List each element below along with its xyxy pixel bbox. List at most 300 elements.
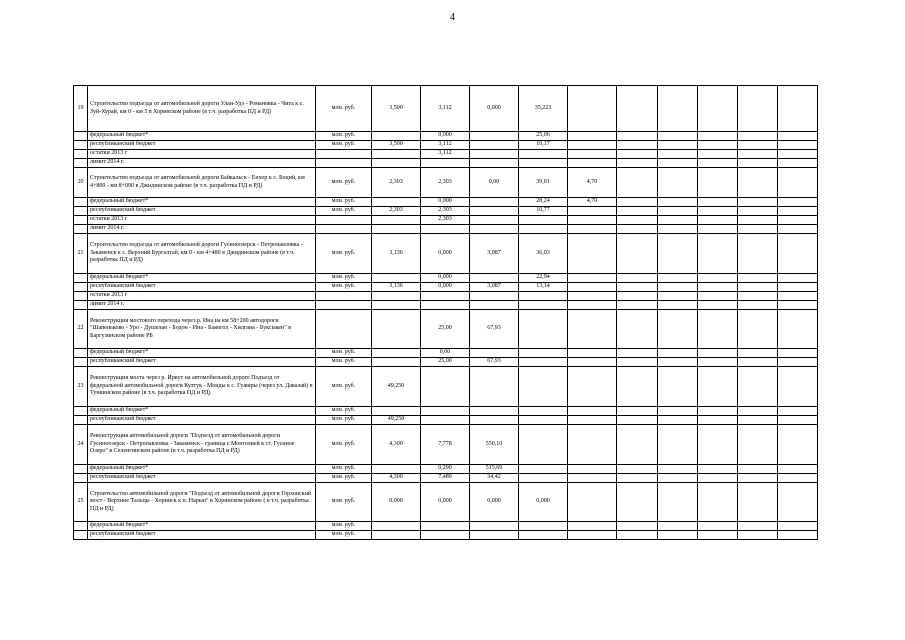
row-number-cell [74,407,88,416]
value-cell [519,465,568,474]
value-cell [421,531,470,540]
value-cell [698,292,738,301]
value-cell [568,465,617,474]
value-cell [617,150,658,159]
value-cell [617,301,658,310]
description-cell: лимит 2014 г. [88,301,316,310]
value-cell [519,367,568,407]
value-cell [470,207,519,216]
unit-cell [316,310,372,349]
description-cell: республиканский бюджет [88,474,316,483]
value-cell [470,132,519,141]
value-cell [372,522,421,531]
value-cell [738,141,778,150]
description-cell: республиканский бюджет [88,141,316,150]
value-cell [698,234,738,274]
table-row [74,522,818,531]
value-cell: 2,303 [372,207,421,216]
value-cell: 34,42 [470,474,519,483]
unit-cell [316,292,372,301]
value-cell [519,531,568,540]
value-cell [568,216,617,225]
value-cell [568,86,617,132]
unit-cell: млн. руб. [316,531,372,540]
value-cell [372,292,421,301]
value-cell [568,367,617,407]
value-cell [778,150,818,159]
value-cell [372,358,421,367]
value-cell [568,132,617,141]
value-cell [778,522,818,531]
table-row [74,150,818,159]
description-cell: Реконструкция автомобильной дороги "Подъезд от автомобильной дороги Гусиноозерск - Петропавловка - Закаменск - граница с Монголией к ст. Гусиное Озеро" в Селенгинском районе (в т.ч. разработка ПД и РД) [88,425,316,465]
value-cell [698,349,738,358]
unit-cell: млн. руб. [316,141,372,150]
table-row [74,310,818,349]
unit-cell: млн. руб. [316,416,372,425]
value-cell: 4,70 [568,168,617,198]
value-cell: 10,77 [519,207,568,216]
value-cell [568,425,617,465]
value-cell [568,522,617,531]
value-cell [738,416,778,425]
value-cell: 0,000 [470,483,519,522]
description-cell: лимит 2014 г. [88,159,316,168]
value-cell [778,416,818,425]
value-cell: 0,00 [470,168,519,198]
value-cell [470,522,519,531]
table-row [74,292,818,301]
value-cell [470,225,519,234]
row-number-cell [74,132,88,141]
value-cell [470,198,519,207]
value-cell [617,86,658,132]
unit-cell: млн. руб. [316,168,372,198]
row-number-cell: 24 [74,425,88,465]
value-cell [698,483,738,522]
value-cell: 0,000 [421,198,470,207]
table-row [74,159,818,168]
unit-cell: млн. руб. [316,283,372,292]
value-cell: 7,489 [421,474,470,483]
unit-cell: млн. руб. [316,474,372,483]
value-cell [658,216,698,225]
table-row [74,198,818,207]
value-cell [421,407,470,416]
value-cell: 28,24 [519,198,568,207]
value-cell [658,522,698,531]
value-cell [738,86,778,132]
value-cell: 4,300 [372,474,421,483]
description-cell: республиканский бюджет [88,531,316,540]
value-cell [519,349,568,358]
value-cell [658,483,698,522]
value-cell [617,367,658,407]
value-cell [738,465,778,474]
value-cell [698,522,738,531]
value-cell [658,150,698,159]
value-cell: 25,00 [421,310,470,349]
value-cell [617,407,658,416]
unit-cell: млн. руб. [316,207,372,216]
value-cell [778,358,818,367]
value-cell: 67,93 [470,310,519,349]
value-cell [738,132,778,141]
value-cell [519,159,568,168]
description-cell: остатки 2013 г [88,216,316,225]
value-cell: 10,17 [519,141,568,150]
value-cell [568,150,617,159]
value-cell [698,198,738,207]
value-cell [658,283,698,292]
value-cell [698,367,738,407]
value-cell [778,349,818,358]
value-cell [421,367,470,407]
value-cell [778,407,818,416]
value-cell [372,150,421,159]
value-cell [568,358,617,367]
value-cell [698,207,738,216]
table-row [74,274,818,283]
unit-cell: млн. руб. [316,425,372,465]
value-cell: 49,250 [372,416,421,425]
value-cell: 0,000 [421,283,470,292]
table-row [74,86,818,132]
value-cell: 2,303 [421,168,470,198]
unit-cell [316,159,372,168]
value-cell [617,465,658,474]
value-cell [519,358,568,367]
description-cell: Реконструкция мостового перехода через р. Ина на км 58+200 автодороги "Шапеньково - Уро - Душелан - Бодон - Ина - Баянгол - Хилгана - Буксыкен" в Баргузинском районе РБ [88,310,316,349]
row-number-cell: 21 [74,234,88,274]
value-cell [698,474,738,483]
value-cell [698,358,738,367]
value-cell [470,531,519,540]
value-cell [778,531,818,540]
value-cell [658,225,698,234]
value-cell [738,425,778,465]
table-row [74,349,818,358]
value-cell [372,349,421,358]
value-cell: 3,112 [421,86,470,132]
value-cell [698,301,738,310]
description-cell: федеральный бюджет* [88,407,316,416]
row-number-cell [74,416,88,425]
value-cell [658,301,698,310]
value-cell [372,225,421,234]
value-cell [778,465,818,474]
row-number-cell [74,301,88,310]
value-cell [738,225,778,234]
value-cell: 3,087 [470,283,519,292]
value-cell [778,283,818,292]
value-cell [519,301,568,310]
row-number-cell [74,349,88,358]
value-cell: 49,250 [372,367,421,407]
table-row [74,425,818,465]
row-number-cell [74,198,88,207]
value-cell [658,310,698,349]
value-cell: 2,303 [372,168,421,198]
unit-cell: млн. руб. [316,198,372,207]
table-row [74,168,818,198]
value-cell [698,310,738,349]
description-cell: республиканский бюджет [88,416,316,425]
value-cell: 4,70 [568,198,617,207]
value-cell [519,292,568,301]
value-cell [738,483,778,522]
value-cell [372,310,421,349]
description-cell: федеральный бюджет* [88,522,316,531]
description-cell: республиканский бюджет [88,283,316,292]
value-cell [568,159,617,168]
value-cell [778,310,818,349]
value-cell [568,283,617,292]
value-cell [778,132,818,141]
value-cell: 0,290 [421,465,470,474]
row-number-cell [74,159,88,168]
value-cell [738,283,778,292]
value-cell: 35,223 [519,86,568,132]
value-cell [698,465,738,474]
value-cell [658,358,698,367]
value-cell [372,531,421,540]
value-cell [698,86,738,132]
value-cell [658,425,698,465]
value-cell: 0,000 [421,483,470,522]
value-cell: 13,14 [519,283,568,292]
value-cell: 0,000 [519,483,568,522]
value-cell [698,216,738,225]
value-cell: 3,136 [372,283,421,292]
unit-cell: млн. руб. [316,274,372,283]
unit-cell: млн. руб. [316,465,372,474]
value-cell: 3,500 [372,141,421,150]
value-cell [421,301,470,310]
value-cell [658,349,698,358]
value-cell [519,407,568,416]
table-row [74,483,818,522]
table-row [74,407,818,416]
value-cell [617,216,658,225]
value-cell: 515,69 [470,465,519,474]
row-number-cell [74,474,88,483]
value-cell: 2,303 [421,207,470,216]
value-cell [658,531,698,540]
value-cell [738,207,778,216]
value-cell [698,407,738,416]
value-cell [470,407,519,416]
value-cell [568,225,617,234]
row-number-cell [74,283,88,292]
value-cell [698,132,738,141]
value-cell [470,367,519,407]
value-cell [658,159,698,168]
row-number-cell [74,207,88,216]
row-number-cell [74,358,88,367]
value-cell [658,416,698,425]
page-number: 4 [450,12,455,23]
value-cell [658,141,698,150]
value-cell: 0,00 [421,349,470,358]
value-cell [617,310,658,349]
value-cell: 550,10 [470,425,519,465]
value-cell: 39,01 [519,168,568,198]
unit-cell: млн. руб. [316,483,372,522]
value-cell [738,216,778,225]
value-cell: 0,000 [372,483,421,522]
row-number-cell [74,274,88,283]
value-cell: 0,000 [470,86,519,132]
value-cell [519,425,568,465]
unit-cell [316,150,372,159]
row-number-cell [74,225,88,234]
description-cell: федеральный бюджет* [88,274,316,283]
table-row [74,234,818,274]
table-row [74,283,818,292]
table-row [74,474,818,483]
description-cell: федеральный бюджет* [88,465,316,474]
table-row [74,358,818,367]
table-row [74,141,818,150]
value-cell [698,225,738,234]
value-cell [778,207,818,216]
value-cell [617,225,658,234]
row-number-cell [74,531,88,540]
unit-cell [316,301,372,310]
value-cell [617,483,658,522]
value-cell [617,159,658,168]
description-cell: Строительство автомобильной дороги "Подъезд от автомобильной дороги Горхонский мост - Верхние Тальцы - Хоринск к п. Нарын" в Хоринском районе ( в т.ч. разработка ПД и РД) [88,483,316,522]
value-cell [617,416,658,425]
table-row [74,207,818,216]
unit-cell: млн. руб. [316,86,372,132]
value-cell [698,531,738,540]
value-cell [658,465,698,474]
value-cell [698,150,738,159]
value-cell [698,159,738,168]
description-cell: республиканский бюджет [88,358,316,367]
value-cell [778,216,818,225]
value-cell [519,416,568,425]
value-cell [617,425,658,465]
value-cell [658,198,698,207]
value-cell [738,168,778,198]
value-cell [617,283,658,292]
value-cell [519,225,568,234]
value-cell [372,407,421,416]
value-cell [519,216,568,225]
value-cell [617,234,658,274]
value-cell [778,86,818,132]
value-cell [372,274,421,283]
row-number-cell: 22 [74,310,88,349]
value-cell [698,425,738,465]
value-cell [421,522,470,531]
value-cell [778,474,818,483]
description-cell: Реконструкция моста через р. Иркут на автомобильной дороге Подъезд от федеральной автомобильной дороги Култук - Монды к с. Гужиры (через ул. Давалай) в Тункинском районе (в т.ч. разработка ПД и РД) [88,367,316,407]
value-cell [470,141,519,150]
value-cell [568,234,617,274]
value-cell [372,301,421,310]
value-cell [658,474,698,483]
value-cell: 0,000 [421,234,470,274]
row-number-cell [74,465,88,474]
row-number-cell [74,141,88,150]
value-cell [658,407,698,416]
unit-cell [316,216,372,225]
row-number-cell [74,216,88,225]
value-cell [372,198,421,207]
value-cell [698,283,738,292]
value-cell: 2,303 [421,216,470,225]
value-cell [738,274,778,283]
table-row [74,367,818,407]
value-cell: 0,000 [421,132,470,141]
value-cell [372,465,421,474]
value-cell [658,168,698,198]
value-cell [738,358,778,367]
row-number-cell [74,522,88,531]
value-cell [519,310,568,349]
value-cell [568,407,617,416]
value-cell [470,150,519,159]
unit-cell: млн. руб. [316,358,372,367]
value-cell [617,349,658,358]
table-row [74,216,818,225]
table-row [74,301,818,310]
value-cell [519,474,568,483]
value-cell [617,531,658,540]
value-cell [617,198,658,207]
value-cell [778,168,818,198]
row-number-cell [74,292,88,301]
value-cell [470,274,519,283]
row-number-cell [74,150,88,159]
program-table [73,85,818,540]
value-cell [778,301,818,310]
description-cell: лимит 2014 г. [88,225,316,234]
value-cell [617,207,658,216]
value-cell [568,349,617,358]
value-cell [372,132,421,141]
unit-cell: млн. руб. [316,407,372,416]
value-cell [738,367,778,407]
table-row [74,416,818,425]
value-cell: 3,136 [372,234,421,274]
value-cell [470,416,519,425]
unit-cell: млн. руб. [316,234,372,274]
value-cell [738,198,778,207]
value-cell [778,367,818,407]
value-cell [738,234,778,274]
description-cell: федеральный бюджет* [88,349,316,358]
value-cell [658,132,698,141]
unit-cell: млн. руб. [316,132,372,141]
value-cell: 36,03 [519,234,568,274]
row-number-cell: 25 [74,483,88,522]
description-cell: остатки 2013 г [88,292,316,301]
value-cell [738,292,778,301]
value-cell [568,310,617,349]
value-cell [738,407,778,416]
value-cell [778,292,818,301]
description-cell: республиканский бюджет [88,207,316,216]
value-cell [617,292,658,301]
unit-cell: млн. руб. [316,349,372,358]
value-cell: 3,500 [372,86,421,132]
value-cell [738,349,778,358]
